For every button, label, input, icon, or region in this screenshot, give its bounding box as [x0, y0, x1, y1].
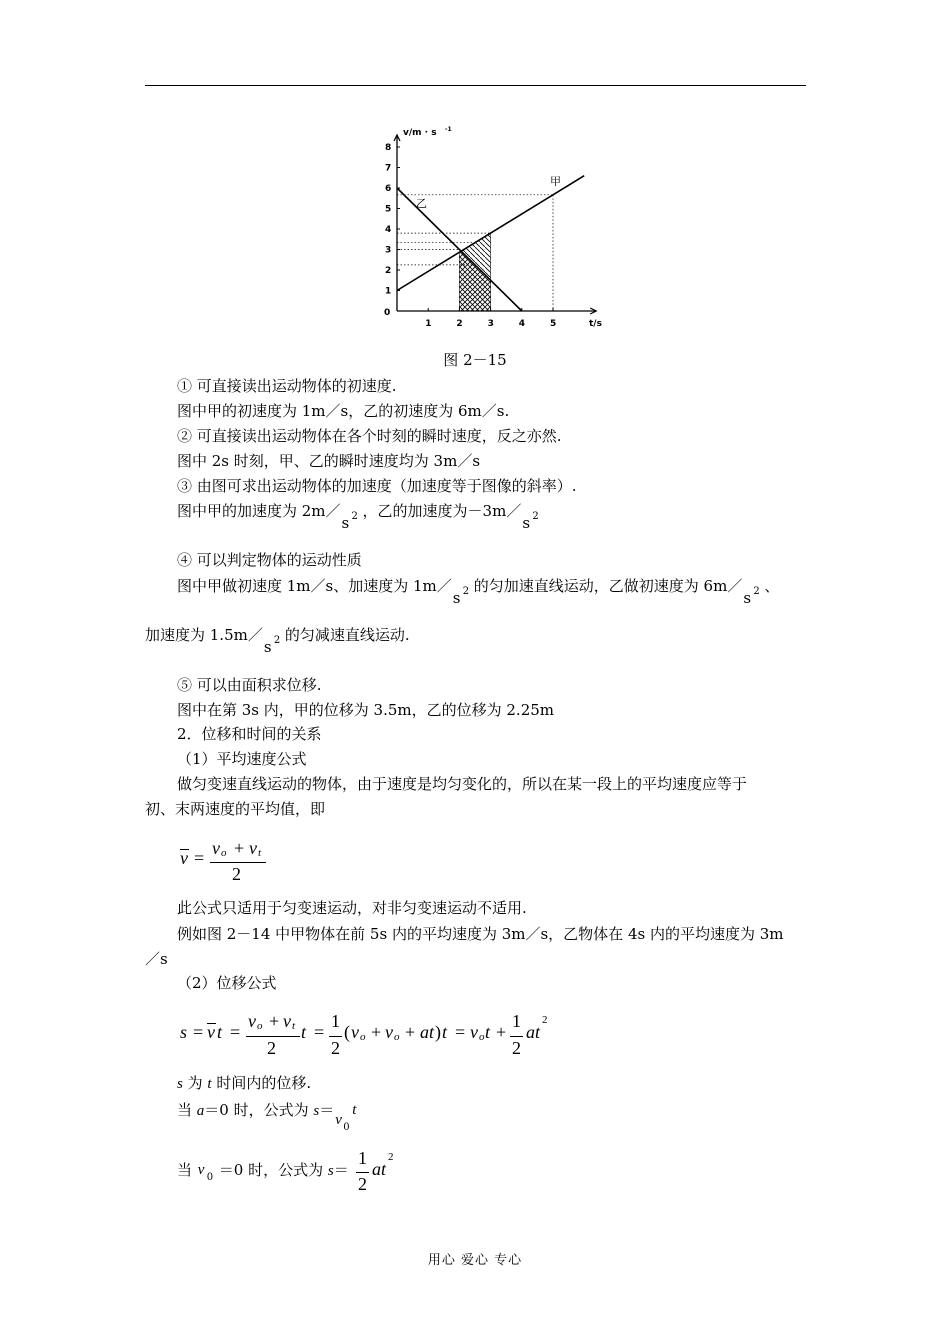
unit-exp: 2 — [532, 511, 539, 522]
paragraph-motion — [177, 576, 780, 607]
formula-symbol: 1 — [331, 1011, 340, 1031]
formula-symbol: t — [429, 1022, 435, 1042]
formula-symbol: v — [351, 1022, 359, 1042]
formula-symbol: v — [470, 1022, 478, 1042]
text-run: 、 — [764, 577, 780, 595]
y-tick-label: 2 — [385, 266, 392, 276]
overline — [207, 1023, 216, 1024]
text-run: a — [196, 1103, 205, 1119]
unit-s2 — [742, 576, 764, 607]
formula-superscript: 2 — [388, 1151, 394, 1163]
formula-symbol: 2 — [232, 864, 241, 884]
text-run: 加速度为 1.5m／ — [145, 626, 263, 644]
formula-symbol: = — [230, 1022, 241, 1042]
formula-symbol: a — [372, 1159, 381, 1179]
formula-symbol: v — [385, 1022, 393, 1042]
unit-s2 — [263, 625, 285, 656]
unit-s: s — [263, 638, 272, 656]
text-run: ＝ — [319, 1101, 335, 1119]
paragraph — [177, 1073, 311, 1094]
text-run: 图中甲的加速度为 2m／ — [177, 502, 341, 520]
unit-s: s — [522, 514, 531, 532]
fraction-bar — [246, 1036, 300, 1037]
formula-symbol: v — [180, 848, 188, 868]
formula-symbol: s — [180, 1022, 188, 1042]
formula-symbol: t — [485, 1022, 491, 1042]
text-run: s — [327, 1163, 334, 1179]
formula-subscript: o — [221, 847, 227, 859]
figure-caption: 图 2－15 — [443, 351, 507, 369]
y-tick-label: 8 — [385, 143, 392, 153]
formula-symbol: 1 — [358, 1148, 367, 1168]
subsection-heading: （1）平均速度公式 — [177, 750, 307, 768]
text-run: 为 — [182, 1074, 208, 1092]
paragraph: 图中在第 3s 内，甲的位移为 3.5m，乙的位移为 2.25m — [177, 701, 555, 719]
x-axis-label: t/s — [589, 319, 602, 329]
formula-symbol: = — [455, 1022, 466, 1042]
line-b-label: 乙 — [416, 197, 427, 210]
page-footer: 用心 爱心 专心 — [427, 1253, 523, 1268]
formula-half-at2 — [355, 1148, 405, 1198]
v0t-term — [334, 1100, 362, 1133]
y-tick-label: 6 — [385, 184, 392, 194]
velocity-time-graph — [370, 122, 620, 337]
origin-label: 0 — [384, 308, 391, 318]
formula-subscript: o — [257, 1020, 263, 1032]
formula-symbol: + — [405, 1022, 416, 1042]
text-run: 时间内的位移. — [211, 1074, 312, 1092]
paragraph: 例如图 2－14 中甲物体在前 5s 内的平均速度为 3m／s，乙物体在 4s 内的平均速度为 3m — [177, 925, 784, 943]
formula-symbol: t — [381, 1159, 387, 1179]
formula-symbol: t — [217, 1022, 223, 1042]
text-run: t — [207, 1076, 212, 1092]
paragraph: 图中 2s 时刻，甲、乙的瞬时速度均为 3m／s — [177, 452, 481, 470]
formula-symbol: ( — [344, 1022, 350, 1042]
formula-subscript: o — [360, 1031, 366, 1043]
text-run: s — [313, 1103, 320, 1119]
paragraph: 图中甲的初速度为 1m／s，乙的初速度为 6m／s. — [177, 402, 510, 420]
formula-symbol: + — [269, 1011, 280, 1031]
formula-subscript: 0 — [343, 1122, 350, 1133]
formula-symbol: = — [193, 1022, 204, 1042]
subsection-heading: （2）位移公式 — [177, 974, 277, 992]
text-run: ，乙的加速度为－3m／ — [362, 502, 522, 520]
text-run: 的匀加速直线运动，乙做初速度为 6m／ — [473, 577, 743, 595]
formula-subscript: t — [292, 1020, 296, 1032]
text-run: s — [177, 1076, 183, 1092]
formula-symbol: 1 — [512, 1011, 521, 1031]
x-tick-label: 5 — [550, 319, 557, 329]
text-run: 的匀减速直线运动. — [284, 626, 410, 644]
formula-symbol: v — [249, 838, 257, 858]
y-tick-label: 4 — [385, 225, 392, 235]
paragraph-case-a-zero — [177, 1100, 362, 1133]
paragraph: ① 可直接读出运动物体的初速度. — [177, 377, 397, 395]
formula-symbol: v — [197, 1162, 205, 1178]
text-run: ＝0 时，公式为 — [218, 1161, 328, 1179]
y-tick-label: 1 — [385, 286, 392, 297]
v0-term — [197, 1160, 219, 1183]
x-tick-label: 1 — [425, 319, 432, 329]
text-run: ＝ — [333, 1161, 349, 1179]
paragraph: ④ 可以判定物体的运动性质 — [177, 551, 362, 569]
line-a-label: 甲 — [550, 175, 561, 188]
formula-symbol: v — [212, 838, 220, 858]
fraction-bar — [329, 1036, 342, 1037]
x-tick-label: 3 — [487, 319, 494, 329]
formula-superscript: 2 — [542, 1014, 548, 1026]
formula-subscript: 0 — [206, 1172, 214, 1183]
paragraph-acceleration — [177, 501, 543, 532]
y-axis-label: v/m · s — [403, 128, 437, 138]
unit-s: s — [452, 589, 461, 607]
formula-symbol: 2 — [267, 1038, 276, 1058]
paragraph-motion-cont — [145, 625, 410, 656]
y-tick-label: 3 — [385, 245, 392, 256]
unit-exp: 2 — [753, 586, 760, 597]
formula-displacement — [178, 1010, 578, 1060]
formula-subscript: o — [394, 1031, 400, 1043]
formula-subscript: t — [258, 847, 262, 859]
formula-symbol: = — [314, 1022, 325, 1042]
formula-symbol: + — [371, 1022, 382, 1042]
formula-symbol: t — [301, 1022, 307, 1042]
formula-symbol: v — [335, 1112, 342, 1128]
text-run: 当 — [177, 1101, 197, 1119]
formula-symbol: + — [234, 838, 245, 858]
formula-subscript: o — [479, 1031, 485, 1043]
formula-symbol: v — [248, 1011, 256, 1031]
formula-symbol: t — [442, 1022, 448, 1042]
paragraph-case-v0-zero — [177, 1160, 349, 1181]
formula-symbol: 2 — [331, 1038, 340, 1058]
paragraph: ／s — [145, 950, 168, 968]
formula-symbol: v — [207, 1022, 215, 1042]
text-run: 当 — [177, 1161, 197, 1179]
overline — [180, 849, 189, 850]
x-tick-label: 2 — [456, 319, 463, 329]
formula-symbol: t — [535, 1022, 541, 1042]
unit-s2 — [341, 501, 363, 532]
x-tick-label: 4 — [518, 319, 526, 329]
paragraph: 此公式只适用于匀变速运动，对非匀变速运动不适用. — [177, 899, 527, 917]
formula-symbol: 2 — [512, 1038, 521, 1058]
unit-exp: 2 — [273, 635, 281, 646]
paragraph: ② 可直接读出运动物体在各个时刻的瞬时速度，反之亦然. — [177, 427, 562, 445]
formula-symbol: = — [194, 848, 205, 868]
formula-average-velocity — [178, 838, 278, 888]
fraction-bar — [510, 1036, 523, 1037]
section-heading: 2．位移和时间的关系 — [177, 725, 322, 743]
paragraph: 做匀变速直线运动的物体，由于速度是均匀变化的，所以在某一段上的平均速度应等于 — [177, 775, 748, 793]
formula-symbol: v — [283, 1011, 291, 1031]
formula-symbol: 2 — [358, 1174, 367, 1194]
unit-exp: 2 — [462, 586, 470, 597]
unit-s: s — [341, 514, 350, 532]
fraction-bar — [210, 862, 266, 863]
unit-exp: 2 — [351, 511, 358, 522]
unit-s2 — [452, 576, 474, 607]
formula-symbol: a — [526, 1022, 535, 1042]
formula-symbol: t — [352, 1102, 357, 1118]
unit-s: s — [743, 589, 752, 607]
y-tick-label: 7 — [385, 163, 392, 174]
formula-symbol: a — [420, 1022, 429, 1042]
text-run: 图中甲做初速度 1m／s、加速度为 1m／ — [177, 577, 452, 595]
formula-symbol: + — [496, 1022, 507, 1042]
header-rule — [145, 85, 806, 86]
y-tick-label: 5 — [385, 204, 392, 215]
unit-s2 — [521, 501, 543, 532]
formula-symbol: ) — [435, 1022, 441, 1042]
y-axis-exponent: -1 — [445, 126, 452, 133]
text-run: ＝0 时，公式为 — [204, 1101, 314, 1119]
paragraph: ⑤ 可以由面积求位移. — [177, 676, 322, 694]
fraction-bar — [356, 1172, 369, 1173]
paragraph: 初、末两速度的平均值，即 — [145, 800, 326, 818]
paragraph: ③ 由图可求出运动物体的加速度（加速度等于图像的斜率）. — [177, 477, 577, 495]
